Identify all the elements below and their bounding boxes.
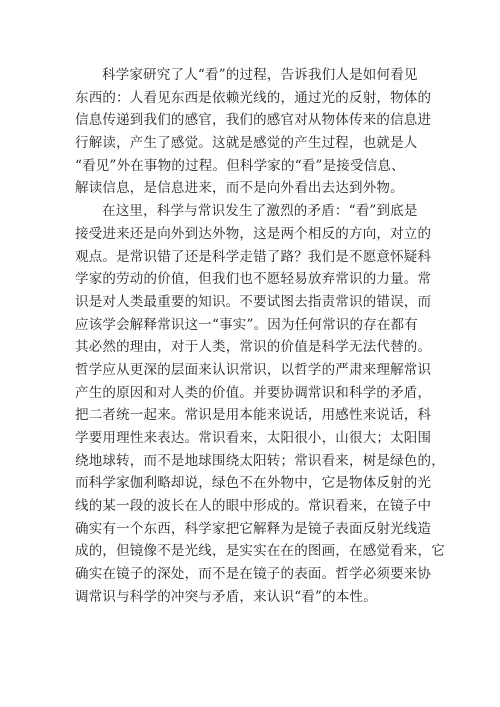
text-line: 在这里，科学与常识发生了激烈的矛盾：“看”到底是 [102,203,418,220]
text-line: 解读信息，是信息进来，而不是向外看出去达到外物。 [75,180,404,197]
text-line: 绕地球转，而不是地球围绕太阳转；常识看来，树是绿色的， [75,452,445,469]
paragraph-1 [75,64,437,200]
text-line: 确实在镜子的深处，而不是在镜子的表面。哲学必须要来协 [75,566,432,583]
text-line: 接受进来还是向外到达外物，这是两个相反的方向，对立的 [75,225,432,242]
text-line: 东西的：人看见东西是依赖光线的，通过光的反射，物体的 [75,89,432,106]
text-line: 调常识与科学的冲突与矛盾，来认识“看”的本性。 [75,588,377,605]
text-line: 行解读，产生了感觉。这就是感觉的产生过程，也就是人 [75,135,418,152]
text-line: 确实有一个东西，科学家把它解释为是镜子表面反射光线造 [75,520,432,537]
article-body [75,64,445,609]
text-line: 科学家研究了人“看”的过程，告诉我们人是如何看见 [102,67,418,83]
paragraph-2 [75,200,445,608]
text-line: 识是对人类最重要的知识。不要试图去指责常识的错误，而 [75,293,432,310]
text-line: 哲学应从更深的层面来认识常识，以哲学的严肃来理解常识 [75,361,432,378]
text-line: 应该学会解释常识这一“事实”。因为任何常识的存在都有 [75,316,419,333]
text-line: 而科学家伽利略却说，绿色不在外物中，它是物体反射的光 [75,475,432,492]
text-line: 其必然的理由，对于人类，常识的价值是科学无法代替的。 [75,339,432,356]
text-line: 学要用理性来表达。常识看来，太阳很小，山很大；太阳围 [75,430,432,446]
text-line: 产生的原因和对人类的价值。并要协调常识和科学的矛盾， [75,384,432,401]
text-line: 成的，但镜像不是光线，是实实在在的图画，在感觉看来，它 [75,543,445,560]
text-line: 信息传递到我们的感官，我们的感官对从物体传来的信息进 [75,112,432,129]
text-line: 把二者统一起来。常识是用本能来说话，用感性来说话，科 [75,407,432,424]
text-line: 观点。是常识错了还是科学走错了路？我们是不愿意怀疑科 [75,248,432,265]
text-line: 线的某一段的波长在人的眼中形成的。常识看来，在镜子中 [75,498,432,515]
text-line: “看见”外在事物的过程。但科学家的“看”是接受信息、 [75,157,405,174]
text-line: 学家的劳动的价值，但我们也不愿轻易放弃常识的力量。常 [75,271,432,288]
